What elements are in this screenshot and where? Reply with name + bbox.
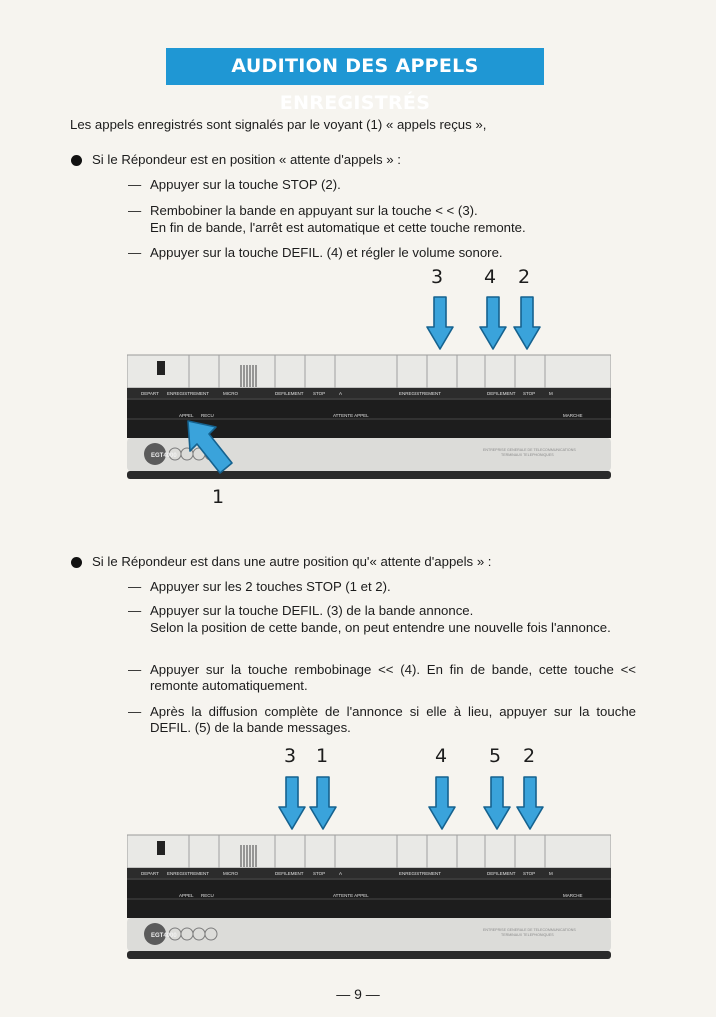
device-label-micro: MICRO — [223, 391, 238, 396]
device-label-stop: STOP — [313, 391, 326, 396]
item-dash: — — [128, 245, 142, 260]
arrow-down-icon — [427, 773, 457, 833]
section2-item2-line1: Appuyer sur la touche DEFIL. (3) de la bande annonce. — [150, 603, 474, 618]
device-maker-sub: TERMINAUX TELEPHONIQUES — [501, 933, 554, 937]
arrow-down-icon — [277, 773, 307, 833]
device-maker: ENTREPRISE GENERALE DE TELECOMMUNICATIONS — [483, 448, 576, 452]
device-label-defilement: DEFILEMENT — [275, 391, 304, 396]
device-label-attente-appel: ATTENTE APPEL — [333, 893, 369, 898]
device-label-appel: APPEL — [179, 893, 194, 898]
device-label-marche: MARCHE — [563, 893, 583, 898]
device-label-defilement: DEFILEMENT — [275, 871, 304, 876]
device-label-defilement-2: DEFILEMENT — [487, 871, 516, 876]
device-label-recu: RECU — [201, 893, 214, 898]
device-label-recu: RECU — [201, 413, 214, 418]
arrow-down-icon — [512, 293, 542, 353]
section2-item4: Après la diffusion complète de l'annonce si elle à lieu, appuyer sur la touche DEFIL. (5) de la bande messages. — [150, 704, 636, 735]
arrow-number: 2 — [518, 266, 531, 288]
item-dash: — — [128, 662, 142, 677]
device-label-marche: MARCHE — [563, 413, 583, 418]
arrow-number: 3 — [284, 745, 297, 767]
device-maker: ENTREPRISE GENERALE DE TELECOMMUNICATIONS — [483, 928, 576, 932]
arrow-down-icon — [482, 773, 512, 833]
section1-item3: Appuyer sur la touche DEFIL. (4) et régler le volume sonore. — [150, 245, 503, 260]
device-label-m: M — [549, 391, 553, 396]
intro-text: Les appels enregistrés sont signalés par le voyant (1) « appels reçus », — [70, 117, 487, 132]
item-dash: — — [128, 603, 142, 618]
device-label-stop: STOP — [313, 871, 326, 876]
device-label-enregistrement-2: ENREGISTREMENT — [399, 391, 442, 396]
arrow-down-icon — [425, 293, 455, 353]
item-dash: — — [128, 203, 142, 218]
section-bullet — [71, 155, 82, 166]
page-title: AUDITION DES APPELS ENREGISTRÉS — [166, 48, 544, 85]
arrow-down-icon — [478, 293, 508, 353]
section1-item1: Appuyer sur la touche STOP (2). — [150, 177, 341, 192]
arrow-down-icon — [515, 773, 545, 833]
arrow-number: 2 — [523, 745, 536, 767]
answering-machine-illustration — [127, 833, 611, 963]
item-dash: — — [128, 177, 142, 192]
device-maker-sub: TERMINAUX TELEPHONIQUES — [501, 453, 554, 457]
device-label-stop-2: STOP — [523, 871, 536, 876]
arrow-number: 3 — [431, 266, 444, 288]
device-label-enregistrement: ENREGISTREMENT — [167, 871, 210, 876]
device-brand-logo: EGT4000 — [151, 933, 177, 939]
section2-heading: Si le Répondeur est dans une autre position qu'« attente d'appels » : — [92, 554, 492, 569]
device-label-appel: APPEL — [179, 413, 194, 418]
device-label-depart: DEPART — [141, 871, 159, 876]
section1-item2-line1: Rembobiner la bande en appuyant sur la touche < < (3). — [150, 203, 478, 218]
arrow-down-icon — [308, 773, 338, 833]
arrow-number: 5 — [489, 745, 502, 767]
section1-heading: Si le Répondeur est en position « attente d'appels » : — [92, 152, 401, 167]
arrow-number: 4 — [435, 745, 448, 767]
item-dash: — — [128, 704, 142, 719]
section-bullet — [71, 557, 82, 568]
section2-item1: Appuyer sur les 2 touches STOP (1 et 2). — [150, 579, 391, 594]
section2-item2-line2: Selon la position de cette bande, on peut entendre une nouvelle fois l'annonce. — [150, 620, 611, 635]
device-brand-logo: EGT4000 — [151, 453, 177, 459]
arrow-number: 4 — [484, 266, 497, 288]
device-label-depart: DEPART — [141, 391, 159, 396]
item-dash: — — [128, 579, 142, 594]
callout-number: 1 — [212, 486, 225, 508]
arrow-number: 1 — [316, 745, 329, 767]
device-label-defilement-2: DEFILEMENT — [487, 391, 516, 396]
device-label-enregistrement-2: ENREGISTREMENT — [399, 871, 442, 876]
section2-item3: Appuyer sur la touche rembobinage << (4). En fin de bande, cette touche << remonte automatiquement. — [150, 662, 636, 693]
section1-item2-line2: En fin de bande, l'arrêt est automatique et cette touche remonte. — [150, 220, 526, 235]
device-label-a: A — [339, 391, 343, 396]
device-label-enregistrement: ENREGISTREMENT — [167, 391, 210, 396]
device-label-stop-2: STOP — [523, 391, 536, 396]
device-label-attente-appel: ATTENTE APPEL — [333, 413, 369, 418]
device-label-micro: MICRO — [223, 871, 238, 876]
device-label-m: M — [549, 871, 553, 876]
device-label-a: A — [339, 871, 343, 876]
page-number: — 9 — — [336, 986, 380, 1002]
arrow-up-left-icon — [182, 413, 242, 483]
